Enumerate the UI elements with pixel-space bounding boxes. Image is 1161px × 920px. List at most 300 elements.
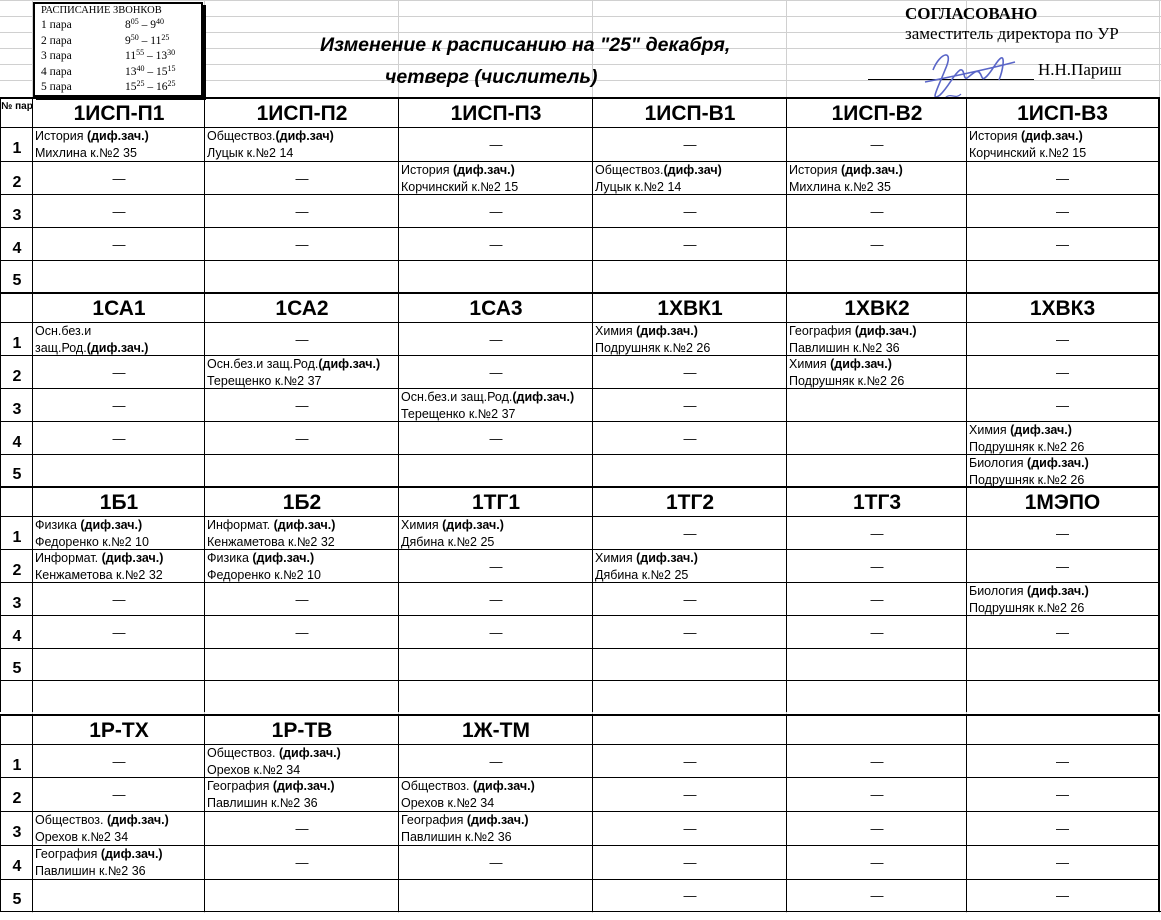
- empty-cell: [592, 260, 787, 292]
- lesson-teacher: Подрушняк к.№2 26: [969, 439, 1085, 454]
- empty-lesson-dash: —: [966, 227, 1160, 260]
- empty-lesson-dash: —: [398, 421, 593, 454]
- group-header: 1СА2: [204, 292, 399, 322]
- lesson-subject: География: [401, 813, 467, 827]
- empty-cell: [786, 454, 967, 486]
- group-header: 1МЭПО: [966, 486, 1160, 516]
- empty-cell: [966, 260, 1160, 292]
- lesson-note: (диф.зач.): [854, 324, 917, 338]
- pair-number: 2: [0, 161, 33, 194]
- lesson-teacher-line: [35, 863, 205, 880]
- bell-end-hour: 15: [156, 65, 168, 78]
- spacer-row-cell: [32, 680, 205, 712]
- lesson-teacher: Михлина к.№2 35: [789, 179, 891, 194]
- group-header: 1ТГ3: [786, 486, 967, 516]
- lesson-subject-line: [35, 550, 205, 567]
- group-header: 1ИСП-В1: [592, 97, 787, 127]
- gridline-horizontal: [0, 0, 1161, 1]
- lesson-note: (диф.зач.): [472, 779, 535, 793]
- pair-number: 1: [0, 516, 33, 549]
- lesson-subject: История: [969, 129, 1021, 143]
- lesson-cell: [398, 777, 593, 811]
- bell-separator: –: [144, 50, 156, 62]
- empty-lesson-dash: —: [592, 811, 787, 845]
- pair-number-header-blank: [0, 486, 33, 516]
- bell-end-minute: 30: [167, 48, 176, 57]
- group-header: 1СА1: [32, 292, 205, 322]
- lesson-teacher: Кенжаметова к.№2 32: [35, 567, 163, 582]
- lesson-teacher-line: [789, 340, 967, 357]
- lesson-subject-line: [789, 162, 967, 179]
- lesson-teacher: Подрушняк к.№2 26: [969, 472, 1085, 487]
- lesson-subject-line: [401, 517, 593, 534]
- lesson-teacher: Павлишин к.№2 36: [789, 340, 900, 355]
- group-header: 1ИСП-П1: [32, 97, 205, 127]
- pair-number: 3: [0, 388, 33, 421]
- empty-lesson-dash: —: [592, 194, 787, 227]
- pair-number: 5: [0, 260, 33, 292]
- lesson-teacher-line: [35, 340, 205, 357]
- empty-lesson-dash: —: [204, 227, 399, 260]
- lesson-subject-line: [789, 323, 967, 340]
- lesson-cell: [398, 516, 593, 549]
- lesson-cell: [966, 582, 1160, 615]
- table-bottom-border: [0, 911, 1161, 912]
- pair-number: 2: [0, 355, 33, 388]
- lesson-teacher: Подрушняк к.№2 26: [789, 373, 905, 388]
- empty-cell: [204, 879, 399, 911]
- lesson-teacher-line: [401, 534, 593, 551]
- pair-number: 5: [0, 879, 33, 911]
- lesson-teacher: Михлина к.№2 35: [35, 145, 137, 160]
- empty-lesson-dash: —: [786, 811, 967, 845]
- lesson-cell: [204, 127, 399, 161]
- empty-lesson-dash: —: [592, 615, 787, 648]
- empty-lesson-dash: —: [204, 845, 399, 879]
- group-header: 1ХВК2: [786, 292, 967, 322]
- lesson-teacher-line: [207, 373, 399, 390]
- lesson-subject: Химия: [595, 551, 637, 565]
- spacer-row-cell: [786, 680, 967, 712]
- empty-cell: [592, 454, 787, 486]
- lesson-cell: [204, 777, 399, 811]
- lesson-teacher-line: [207, 534, 399, 551]
- empty-lesson-dash: —: [966, 355, 1160, 388]
- spacer-row-cell: [966, 680, 1160, 712]
- lesson-subject: Обществоз.: [35, 813, 107, 827]
- lesson-subject-line: [35, 517, 205, 534]
- lesson-subject: История: [401, 163, 453, 177]
- lesson-subject: Осн.без.и защ.Род.: [207, 357, 319, 371]
- lesson-teacher: Дябина к.№2 25: [595, 567, 689, 582]
- bell-pair-name: 1 пара: [41, 19, 72, 31]
- empty-cell: [592, 648, 787, 680]
- lesson-note: (диф.зач.): [272, 779, 335, 793]
- bell-pair-time: [125, 63, 176, 78]
- empty-lesson-dash: —: [592, 744, 787, 777]
- page-title-line1: Изменение к расписанию на "25" декабря,: [320, 34, 731, 56]
- lesson-teacher-line: [35, 534, 205, 551]
- lesson-subject: Химия: [595, 324, 637, 338]
- empty-lesson-dash: —: [398, 127, 593, 161]
- lesson-teacher-line: [401, 406, 593, 423]
- empty-lesson-dash: —: [966, 194, 1160, 227]
- empty-lesson-dash: —: [398, 744, 593, 777]
- empty-cell: [786, 648, 967, 680]
- pair-number: 3: [0, 811, 33, 845]
- lesson-teacher: Орехов к.№2 34: [207, 762, 301, 777]
- empty-lesson-dash: —: [786, 582, 967, 615]
- pair-number: 2: [0, 777, 33, 811]
- empty-cell: [786, 260, 967, 292]
- lesson-subject: Обществоз.: [207, 129, 276, 143]
- lesson-teacher: Орехов к.№2 34: [401, 795, 495, 810]
- lesson-cell: [204, 549, 399, 582]
- lesson-subject-line: [401, 778, 593, 795]
- lesson-cell: [32, 322, 205, 355]
- lesson-subject: Обществоз.: [207, 746, 279, 760]
- empty-lesson-dash: —: [786, 127, 967, 161]
- lesson-note: (диф.зач.): [278, 746, 341, 760]
- empty-lesson-dash: —: [32, 582, 205, 615]
- lesson-note: (диф.зач.): [466, 813, 529, 827]
- empty-lesson-dash: —: [592, 777, 787, 811]
- pair-number-header-blank: [0, 292, 33, 322]
- lesson-subject-line: [969, 422, 1158, 439]
- group-header: 1ТГ2: [592, 486, 787, 516]
- empty-lesson-dash: —: [32, 355, 205, 388]
- spacer-row-cell: [204, 680, 399, 712]
- empty-lesson-dash: —: [592, 845, 787, 879]
- bell-schedule-box: [33, 2, 203, 97]
- group-header: 1СА3: [398, 292, 593, 322]
- lesson-teacher: Федоренко к.№2 10: [35, 534, 149, 549]
- pair-number: 2: [0, 549, 33, 582]
- empty-lesson-dash: —: [32, 161, 205, 194]
- empty-lesson-dash: —: [592, 227, 787, 260]
- pair-number: 4: [0, 845, 33, 879]
- pair-number: 1: [0, 744, 33, 777]
- lesson-subject-line: [35, 128, 205, 145]
- empty-lesson-dash: —: [592, 388, 787, 421]
- empty-cell: [786, 388, 967, 421]
- lesson-subject: История: [789, 163, 841, 177]
- empty-lesson-dash: —: [592, 355, 787, 388]
- lesson-cell: [786, 322, 967, 355]
- pair-number: 3: [0, 194, 33, 227]
- lesson-teacher-line: [789, 373, 967, 390]
- lesson-teacher-line: [595, 567, 787, 584]
- bell-pair-name: 2 пара: [41, 34, 72, 47]
- lesson-subject-line: [595, 323, 787, 340]
- bell-start-hour: 11: [125, 50, 137, 62]
- empty-lesson-dash: —: [786, 194, 967, 227]
- lesson-note: (диф.зач.): [106, 813, 169, 827]
- bell-end-minute: 15: [167, 63, 176, 73]
- empty-cell: [204, 454, 399, 486]
- empty-lesson-dash: —: [966, 322, 1160, 355]
- lesson-note: (диф.зач.): [452, 163, 515, 177]
- empty-lesson-dash: —: [966, 811, 1160, 845]
- lesson-subject: Химия: [789, 357, 831, 371]
- bell-pair-time: [125, 32, 170, 47]
- lesson-teacher-line: [789, 179, 967, 196]
- bell-end-minute: 25: [167, 79, 176, 88]
- bell-schedule-title: РАСПИСАНИЕ ЗВОНКОВ: [41, 5, 162, 16]
- lesson-teacher: Павлишин к.№2 36: [207, 795, 318, 810]
- lesson-subject: Осн.без.и защ.Род.: [401, 390, 513, 404]
- bell-pair-name: 5 пара: [41, 81, 72, 93]
- lesson-teacher: Кенжаметова к.№2 32: [207, 534, 335, 549]
- lesson-subject: Обществоз.: [401, 779, 473, 793]
- empty-cell: [786, 421, 967, 454]
- empty-lesson-dash: —: [786, 516, 967, 549]
- lesson-note: (диф.зач.): [80, 518, 143, 532]
- spacer-row-cell: [592, 680, 787, 712]
- lesson-note: (диф.зач.): [636, 551, 698, 565]
- empty-lesson-dash: —: [398, 194, 593, 227]
- lesson-subject: Информат.: [35, 551, 102, 565]
- lesson-subject-line: [35, 812, 205, 829]
- bell-start-hour: 13: [125, 65, 137, 78]
- group-header: 1ИСП-П3: [398, 97, 593, 127]
- bell-pair-time: [125, 50, 175, 62]
- empty-lesson-dash: —: [966, 161, 1160, 194]
- empty-lesson-dash: —: [398, 549, 593, 582]
- lesson-teacher: защ.Род.: [35, 340, 87, 355]
- group-header: 1Р-ТВ: [204, 714, 399, 744]
- group-header: 1ИСП-В3: [966, 97, 1160, 127]
- lesson-teacher-line: [969, 145, 1158, 162]
- lesson-subject-line: [401, 162, 593, 179]
- empty-lesson-dash: —: [966, 388, 1160, 421]
- empty-lesson-dash: —: [786, 615, 967, 648]
- empty-lesson-dash: —: [32, 194, 205, 227]
- bell-separator: –: [138, 34, 151, 47]
- bell-start-minute: 05: [130, 17, 139, 26]
- lesson-cell: [592, 322, 787, 355]
- lesson-teacher: Корчинский к.№2 15: [969, 145, 1087, 160]
- lesson-subject-line: [969, 583, 1158, 600]
- empty-lesson-dash: —: [32, 227, 205, 260]
- bell-end-hour: 9: [150, 19, 156, 31]
- lesson-subject: География: [35, 847, 101, 861]
- group-header: 1Ж-ТМ: [398, 714, 593, 744]
- group-header: [966, 714, 1160, 744]
- bell-start-minute: 50: [130, 32, 139, 42]
- lesson-note: (диф.зач.): [86, 129, 149, 143]
- lesson-subject: Обществоз.: [595, 163, 664, 177]
- lesson-teacher: Подрушняк к.№2 26: [969, 600, 1085, 615]
- group-header: 1Р-ТХ: [32, 714, 205, 744]
- lesson-teacher-line: [207, 795, 399, 812]
- empty-lesson-dash: —: [592, 127, 787, 161]
- empty-cell: [32, 454, 205, 486]
- group-header: 1ТГ1: [398, 486, 593, 516]
- lesson-cell: [398, 811, 593, 845]
- bell-end-hour: 13: [155, 50, 168, 62]
- empty-lesson-dash: —: [966, 879, 1160, 911]
- bell-pair-name: 3 пара: [41, 50, 72, 62]
- lesson-cell: [966, 127, 1160, 161]
- empty-lesson-dash: —: [592, 516, 787, 549]
- empty-lesson-dash: —: [204, 161, 399, 194]
- empty-lesson-dash: —: [204, 322, 399, 355]
- bell-separator: –: [144, 81, 156, 93]
- empty-lesson-dash: —: [204, 421, 399, 454]
- lesson-subject-line: [595, 162, 787, 179]
- lesson-teacher-line: [401, 829, 593, 846]
- lesson-cell: [32, 516, 205, 549]
- lesson-subject-line: [207, 517, 399, 534]
- empty-lesson-dash: —: [204, 388, 399, 421]
- bell-separator: –: [144, 65, 156, 78]
- pair-number: 3: [0, 582, 33, 615]
- lesson-teacher-line: [207, 762, 399, 779]
- lesson-subject-line: [207, 745, 399, 762]
- lesson-subject-line: [401, 389, 593, 406]
- pair-number: 4: [0, 227, 33, 260]
- lesson-cell: [32, 845, 205, 879]
- empty-lesson-dash: —: [966, 744, 1160, 777]
- pair-number: 4: [0, 421, 33, 454]
- empty-cell: [204, 260, 399, 292]
- lesson-note: (диф.зач.): [1027, 456, 1089, 470]
- lesson-teacher-note: (диф.зач.): [86, 340, 149, 355]
- pair-number: 4: [0, 615, 33, 648]
- empty-cell: [398, 260, 593, 292]
- group-header: 1Б1: [32, 486, 205, 516]
- bell-separator: –: [138, 19, 151, 31]
- lesson-subject: Физика: [35, 518, 81, 532]
- bell-start-hour: 8: [125, 19, 131, 31]
- lesson-teacher: Дябина к.№2 25: [401, 534, 495, 549]
- lesson-subject: География: [789, 324, 855, 338]
- lesson-teacher-line: [35, 829, 205, 846]
- lesson-teacher: Луцык к.№2 14: [595, 179, 682, 194]
- lesson-teacher-line: [595, 340, 787, 357]
- lesson-note: (диф.зач.): [840, 163, 903, 177]
- lesson-teacher: Павлишин к.№2 36: [401, 829, 512, 844]
- lesson-cell: [786, 355, 967, 388]
- lesson-cell: [204, 355, 399, 388]
- lesson-subject: Биология: [969, 456, 1028, 470]
- lesson-subject-line: [401, 812, 593, 829]
- empty-lesson-dash: —: [786, 744, 967, 777]
- lesson-subject-line: [35, 323, 205, 340]
- lesson-teacher-line: [401, 179, 593, 196]
- lesson-teacher: Корчинский к.№2 15: [401, 179, 519, 194]
- bell-pair-name: 4 пара: [41, 65, 72, 78]
- empty-lesson-dash: —: [32, 421, 205, 454]
- lesson-note: (диф.зач.): [830, 357, 892, 371]
- empty-lesson-dash: —: [786, 879, 967, 911]
- lesson-cell: [398, 388, 593, 421]
- pair-number-header: № пар: [0, 97, 33, 127]
- empty-lesson-dash: —: [592, 879, 787, 911]
- bell-start-hour: 15: [125, 81, 137, 93]
- lesson-cell: [966, 454, 1160, 486]
- lesson-note: (диф.зач.): [252, 551, 315, 565]
- empty-lesson-dash: —: [204, 615, 399, 648]
- lesson-note: (диф.зач): [663, 163, 722, 177]
- approval-name: Н.Н.Париш: [1038, 60, 1122, 79]
- empty-cell: [398, 454, 593, 486]
- lesson-subject-line: [969, 128, 1158, 145]
- lesson-subject: Химия: [401, 518, 443, 532]
- empty-lesson-dash: —: [204, 811, 399, 845]
- lesson-teacher-line: [207, 567, 399, 584]
- bell-end-hour: 11: [150, 34, 162, 47]
- group-header: 1ИСП-П2: [204, 97, 399, 127]
- lesson-teacher: Орехов к.№2 34: [35, 829, 129, 844]
- empty-lesson-dash: —: [398, 615, 593, 648]
- lesson-subject-line: [595, 550, 787, 567]
- approval-position: заместитель директора по УР: [905, 24, 1119, 43]
- empty-lesson-dash: —: [204, 582, 399, 615]
- lesson-teacher-line: [595, 179, 787, 196]
- lesson-teacher: Терещенко к.№2 37: [401, 406, 516, 421]
- lesson-subject: Осн.без.и: [35, 324, 92, 338]
- empty-cell: [32, 648, 205, 680]
- group-header: 1ИСП-В2: [786, 97, 967, 127]
- lesson-teacher-line: [207, 145, 399, 162]
- lesson-cell: [204, 744, 399, 777]
- lesson-note: (диф.зач.): [101, 551, 164, 565]
- lesson-note: (диф.зач.): [1020, 129, 1083, 143]
- empty-cell: [32, 260, 205, 292]
- lesson-subject-line: [207, 550, 399, 567]
- lesson-note: (диф.зач.): [442, 518, 504, 532]
- lesson-cell: [592, 161, 787, 194]
- bell-row: [41, 81, 191, 96]
- empty-lesson-dash: —: [398, 845, 593, 879]
- lesson-subject: Химия: [969, 423, 1011, 437]
- lesson-teacher: Федоренко к.№2 10: [207, 567, 321, 582]
- empty-lesson-dash: —: [592, 582, 787, 615]
- lesson-subject: Информат.: [207, 518, 274, 532]
- empty-lesson-dash: —: [398, 355, 593, 388]
- empty-lesson-dash: —: [786, 777, 967, 811]
- lesson-teacher-line: [35, 567, 205, 584]
- lesson-subject: География: [207, 779, 273, 793]
- empty-lesson-dash: —: [398, 322, 593, 355]
- lesson-cell: [966, 421, 1160, 454]
- bell-pair-time: [125, 19, 164, 31]
- bell-end-minute: 40: [156, 17, 164, 26]
- pair-number: 5: [0, 648, 33, 680]
- empty-lesson-dash: —: [786, 227, 967, 260]
- bell-start-minute: 25: [136, 79, 145, 88]
- lesson-note: (диф.зач.): [636, 324, 698, 338]
- lesson-subject: Биология: [969, 584, 1028, 598]
- lesson-subject-line: [789, 356, 967, 373]
- lesson-subject-line: [207, 778, 399, 795]
- bell-pair-time: [125, 81, 176, 93]
- lesson-note: (диф.зач.): [318, 357, 381, 371]
- group-header: 1Б2: [204, 486, 399, 516]
- lesson-cell: [32, 811, 205, 845]
- lesson-subject: История: [35, 129, 87, 143]
- empty-cell: [32, 879, 205, 911]
- lesson-cell: [592, 549, 787, 582]
- empty-lesson-dash: —: [786, 549, 967, 582]
- empty-lesson-dash: —: [32, 388, 205, 421]
- empty-lesson-dash: —: [592, 421, 787, 454]
- empty-lesson-dash: —: [398, 582, 593, 615]
- lesson-note: (диф.зач.): [100, 847, 163, 861]
- lesson-note: (диф.зач.): [1027, 584, 1089, 598]
